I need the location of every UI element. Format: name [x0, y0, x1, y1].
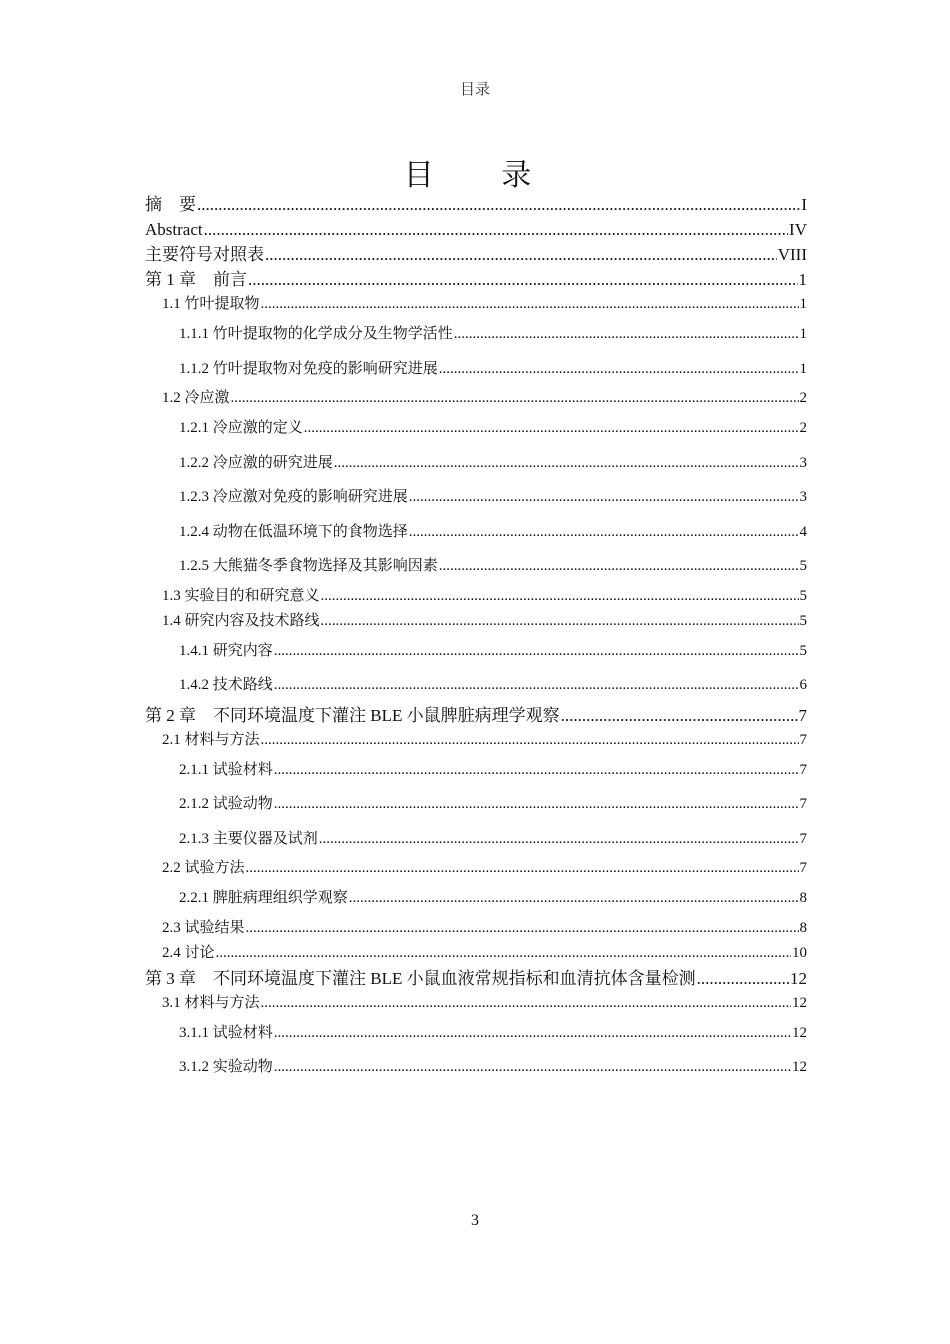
- toc-leader-dots: [274, 634, 799, 669]
- toc-entry-page: 12: [792, 994, 807, 1011]
- toc-entry-page: 7: [799, 860, 807, 876]
- toc-entry-label: 2.2.1 脾脏病理组织学观察: [179, 890, 348, 906]
- toc-entry[interactable]: [145, 856, 807, 881]
- toc-entry[interactable]: [145, 386, 807, 411]
- toc-entry-page: I: [801, 195, 807, 214]
- toc-entry[interactable]: [145, 966, 807, 991]
- toc-entry-label: 摘 要: [145, 195, 196, 214]
- page-number: 3: [471, 1212, 479, 1229]
- toc-entry[interactable]: [145, 515, 807, 550]
- toc-entry-label: 第 1 章 前言: [145, 270, 247, 289]
- toc-leader-dots: [349, 881, 799, 916]
- toc-entry-label: 1.2.5 大熊猫冬季食物选择及其影响因素: [179, 558, 438, 574]
- running-header: 目录: [459, 82, 490, 98]
- toc-leader-dots: [246, 916, 799, 941]
- toc-leader-dots: [697, 966, 789, 991]
- toc-entry-page: 6: [799, 677, 807, 693]
- table-of-contents: [145, 192, 807, 1085]
- toc-entry[interactable]: [145, 634, 807, 669]
- toc-entry-label: Abstract: [145, 220, 203, 239]
- toc-entry-label: 主要符号对照表: [145, 245, 264, 264]
- toc-leader-dots: [409, 515, 799, 550]
- toc-entry-label: 2.1.2 试验动物: [179, 796, 273, 812]
- toc-entry-label: 1.4 研究内容及技术路线: [162, 612, 320, 629]
- toc-leader-dots: [454, 317, 799, 352]
- toc-leader-dots: [216, 941, 791, 966]
- toc-entry-page: 5: [799, 558, 807, 574]
- toc-entry[interactable]: [145, 753, 807, 788]
- toc-entry-label: 3.1.2 实验动物: [179, 1059, 273, 1075]
- toc-entry-page: 7: [799, 830, 807, 847]
- toc-entry-label: 1.2.1 冷应激的定义: [179, 420, 303, 436]
- toc-leader-dots: [261, 991, 791, 1016]
- toc-entry-label: 第 3 章 不同环境温度下灌注 BLE 小鼠血液常规指标和血清抗体含量检测: [145, 968, 696, 988]
- toc-entry-page: 2: [799, 390, 807, 406]
- toc-entry-label: 1.1.2 竹叶提取物对免疫的影响研究进展: [179, 360, 438, 377]
- toc-entry[interactable]: [145, 411, 807, 446]
- toc-entry-page: 1: [799, 296, 807, 312]
- toc-entry[interactable]: [145, 1016, 807, 1051]
- toc-leader-dots: [561, 703, 798, 728]
- toc-entry-page: 5: [799, 642, 807, 659]
- toc-leader-dots: [261, 728, 799, 753]
- toc-entry[interactable]: [145, 991, 807, 1016]
- toc-entry-page: 2: [799, 420, 807, 436]
- toc-entry-label: 1.4.1 研究内容: [179, 642, 273, 659]
- toc-entry-page: 3: [799, 454, 807, 471]
- toc-entry[interactable]: [145, 242, 807, 267]
- toc-entry-label: 1.2.3 冷应激对免疫的影响研究进展: [179, 489, 408, 505]
- page-title: 目 录: [403, 159, 562, 192]
- toc-leader-dots: [231, 386, 799, 411]
- toc-leader-dots: [248, 267, 798, 292]
- toc-entry-page: 1: [798, 270, 807, 289]
- toc-entry-page: 8: [799, 890, 807, 906]
- toc-entry-label: 2.2 试验方法: [162, 860, 245, 876]
- toc-entry-page: 12: [790, 968, 807, 988]
- toc-leader-dots: [204, 217, 788, 242]
- toc-leader-dots: [274, 668, 799, 703]
- toc-leader-dots: [265, 242, 777, 267]
- toc-entry[interactable]: [145, 728, 807, 753]
- toc-entry-label: 1.1 竹叶提取物: [162, 296, 260, 312]
- toc-entry[interactable]: [145, 480, 807, 515]
- toc-entry[interactable]: [145, 916, 807, 941]
- toc-entry-page: 4: [799, 523, 807, 540]
- toc-entry-page: 7: [799, 761, 807, 778]
- toc-entry-label: 2.4 讨论: [162, 944, 215, 961]
- toc-entry-label: 1.1.1 竹叶提取物的化学成分及生物学活性: [179, 326, 453, 342]
- toc-entry-label: 2.1 材料与方法: [162, 731, 260, 748]
- toc-entry-label: 1.4.2 技术路线: [179, 677, 273, 693]
- toc-entry-label: 2.1.1 试验材料: [179, 761, 273, 778]
- toc-leader-dots: [197, 192, 800, 217]
- toc-entry[interactable]: [145, 317, 807, 352]
- toc-leader-dots: [319, 822, 799, 857]
- toc-leader-dots: [274, 753, 799, 788]
- toc-entry-page: 5: [799, 587, 807, 604]
- toc-entry[interactable]: [145, 787, 807, 822]
- toc-entry-label: 2.1.3 主要仪器及试剂: [179, 830, 318, 847]
- toc-entry[interactable]: [145, 192, 807, 217]
- toc-leader-dots: [274, 787, 799, 822]
- toc-entry[interactable]: [145, 446, 807, 481]
- toc-entry-page: VIII: [777, 245, 807, 264]
- toc-entry[interactable]: [145, 292, 807, 317]
- toc-entry-label: 1.2.4 动物在低温环境下的食物选择: [179, 523, 408, 540]
- toc-leader-dots: [274, 1050, 791, 1085]
- toc-entry[interactable]: [145, 668, 807, 703]
- toc-entry[interactable]: [145, 1050, 807, 1085]
- toc-entry-page: 8: [799, 919, 807, 936]
- toc-entry[interactable]: [145, 584, 807, 609]
- toc-entry[interactable]: [145, 881, 807, 916]
- toc-entry-label: 1.3 实验目的和研究意义: [162, 587, 320, 604]
- toc-entry-label: 2.3 试验结果: [162, 919, 245, 936]
- toc-leader-dots: [304, 411, 799, 446]
- toc-entry-label: 3.1.1 试验材料: [179, 1024, 273, 1041]
- toc-leader-dots: [439, 549, 799, 584]
- toc-entry[interactable]: [145, 703, 807, 728]
- toc-leader-dots: [261, 292, 799, 317]
- toc-entry-page: 7: [798, 705, 807, 725]
- toc-leader-dots: [334, 446, 799, 481]
- toc-entry[interactable]: [145, 352, 807, 387]
- toc-entry[interactable]: [145, 609, 807, 634]
- toc-entry-page: 12: [792, 1059, 807, 1075]
- toc-entry-page: 5: [799, 612, 807, 629]
- toc-entry-label: 1.2.2 冷应激的研究进展: [179, 454, 333, 471]
- toc-entry-label: 1.2 冷应激: [162, 390, 230, 406]
- toc-entry[interactable]: [145, 822, 807, 857]
- toc-entry[interactable]: [145, 217, 807, 242]
- toc-entry-page: 7: [799, 796, 807, 812]
- toc-entry-label: 3.1 材料与方法: [162, 994, 260, 1011]
- toc-leader-dots: [439, 352, 799, 387]
- toc-leader-dots: [321, 609, 799, 634]
- toc-entry-page: 12: [792, 1024, 807, 1041]
- toc-entry-page: IV: [789, 220, 807, 239]
- toc-leader-dots: [246, 856, 799, 881]
- toc-entry[interactable]: [145, 267, 807, 292]
- toc-entry[interactable]: [145, 941, 807, 966]
- toc-entry-page: 7: [799, 731, 807, 748]
- toc-entry-page: 3: [799, 489, 807, 505]
- toc-leader-dots: [409, 480, 799, 515]
- toc-entry-page: 1: [799, 360, 807, 377]
- toc-entry-page: 1: [799, 326, 807, 342]
- toc-leader-dots: [274, 1016, 791, 1051]
- toc-entry-label: 第 2 章 不同环境温度下灌注 BLE 小鼠脾脏病理学观察: [145, 705, 560, 725]
- toc-entry-page: 10: [792, 944, 807, 961]
- toc-leader-dots: [321, 584, 799, 609]
- toc-entry[interactable]: [145, 549, 807, 584]
